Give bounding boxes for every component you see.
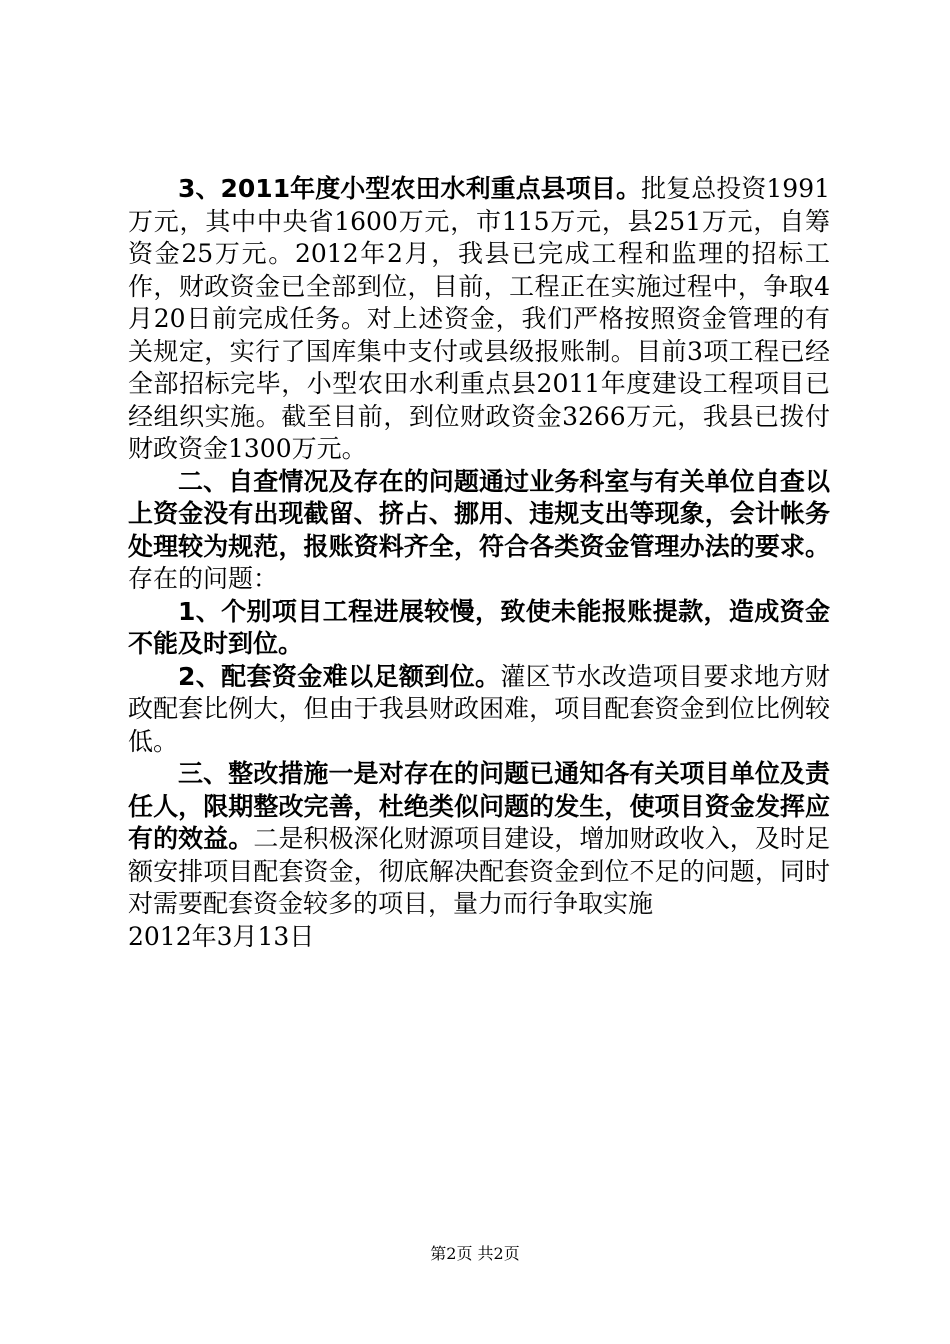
paragraph-text: 二是积极深化财源项目建设，增加财政收入，及时足额安排项目配套资金，彻底解决配套资金到位不足的问题，同时对需要配套资金较多的项目，量力而行争取实施 bbox=[128, 824, 830, 918]
paragraph-heading: 3、2011年度小型农田水利重点县项目。 bbox=[178, 174, 642, 203]
paragraph-heading: 1、个别项目工程进展较慢，致使未能报账提款，造成资金不能及时到位。 bbox=[128, 596, 830, 658]
paragraph-project-3 bbox=[128, 173, 830, 466]
document-body bbox=[128, 173, 830, 953]
paragraph-heading: 二、自查情况及存在的问题通过业务科室与有关单位自查以上资金没有出现截留、挤占、挪用、违规支出等现象，会计帐务处理较为规范，报账资料齐全，符合各类资金管理办法的要求。 bbox=[128, 466, 830, 561]
paragraph-text: 存在的问题： bbox=[128, 564, 279, 593]
paragraph-problem-2 bbox=[128, 661, 830, 759]
paragraph-rectification bbox=[128, 758, 830, 921]
paragraph-text: 灌区节水改造项目要求地方财政配套比例大，但由于我县财政困难，项目配套资金到位比例较低。 bbox=[128, 661, 830, 756]
paragraph-problem-1 bbox=[128, 596, 830, 661]
page-footer: 第2页 共2页 bbox=[430, 1244, 520, 1263]
paragraph-heading: 三、整改措施一是对存在的问题已通知各有关项目单位及责任人，限期整改完善，杜绝类似问题的发生，使项目资金发挥应有的效益。 bbox=[128, 759, 830, 853]
paragraph-heading: 2、配套资金难以足额到位。 bbox=[178, 661, 501, 691]
document-date: 2012年3月13日 bbox=[128, 921, 315, 951]
paragraph-self-check bbox=[128, 466, 830, 596]
paragraph-text: 批复总投资1991万元，其中中央省1600万元，市115万元，县251万元，自筹资金25万元。2012年2月，我县已完成工程和监理的招标工作，财政资金已全部到位，目前，工程正在实施过程中，争取4月20日前完成任务。对上述资金，我们严格按照资金管理的有关规定，实行了国库集中支付或县级报账制。目前3项工程已经全部招标完毕，小型农田水利重点县2011年度建设工程项目已经组织实施。截至目前，到位财政资金3266万元，我县已拨付财政资金1300万元。 bbox=[128, 174, 831, 463]
